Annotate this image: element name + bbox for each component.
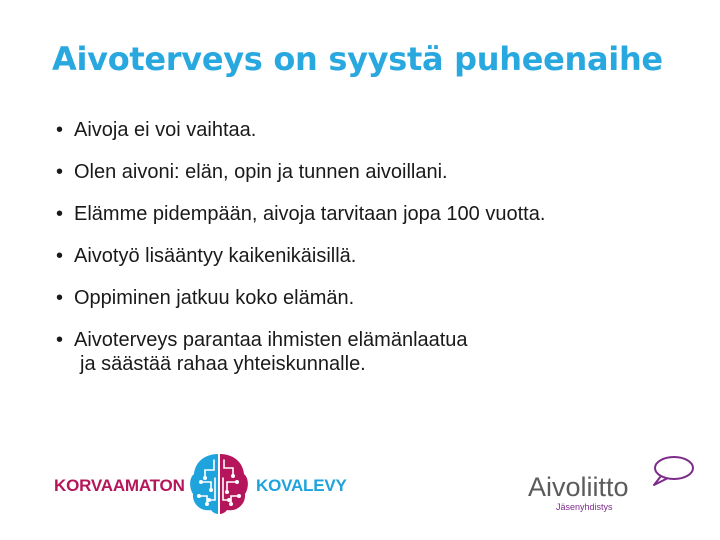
bullet-list xyxy=(56,118,545,394)
bullet-item xyxy=(56,160,545,184)
bullet-text: Aivoterveys parantaa ihmisten elämänlaatua xyxy=(74,329,468,351)
bullet-marker: • xyxy=(56,329,64,351)
brain-icon xyxy=(187,450,251,518)
bullet-item xyxy=(56,286,545,310)
bullet-item xyxy=(56,328,545,376)
bullet-text: Aivotyö lisääntyy kaikenikäisillä. xyxy=(74,245,357,267)
bullet-text: Elämme pidempään, aivoja tarvitaan jopa 100 vuotta. xyxy=(74,203,546,225)
aivoliitto-subtitle: Jäsenyhdistys xyxy=(556,502,613,512)
aivoliitto-logo xyxy=(528,452,698,522)
aivoliitto-wordmark: Aivoliitto xyxy=(528,472,629,502)
bullet-marker: • xyxy=(56,287,64,309)
bullet-text: Olen aivoni: elän, opin ja tunnen aivoillani. xyxy=(74,161,448,183)
bullet-marker: • xyxy=(56,245,64,267)
bullet-item xyxy=(56,244,545,268)
speech-bubble-icon xyxy=(648,454,696,488)
bullet-marker: • xyxy=(56,119,64,141)
bullet-item xyxy=(56,118,545,142)
korvaamaton-kovalevy-logo xyxy=(54,450,354,522)
bullet-text: Oppiminen jatkuu koko elämän. xyxy=(74,287,355,309)
bullet-marker: • xyxy=(56,203,64,225)
slide-title: Aivoterveys on syystä puheenaihe xyxy=(52,40,663,78)
bullet-text-continuation: ja säästää rahaa yhteiskunnalle. xyxy=(80,353,366,375)
logo-text-korvaamaton: KORVAAMATON xyxy=(54,476,185,495)
bullet-marker: • xyxy=(56,161,64,183)
bullet-text: Aivoja ei voi vaihtaa. xyxy=(74,119,257,141)
bullet-item xyxy=(56,202,545,226)
logo-text-kovalevy: KOVALEVY xyxy=(256,476,347,495)
